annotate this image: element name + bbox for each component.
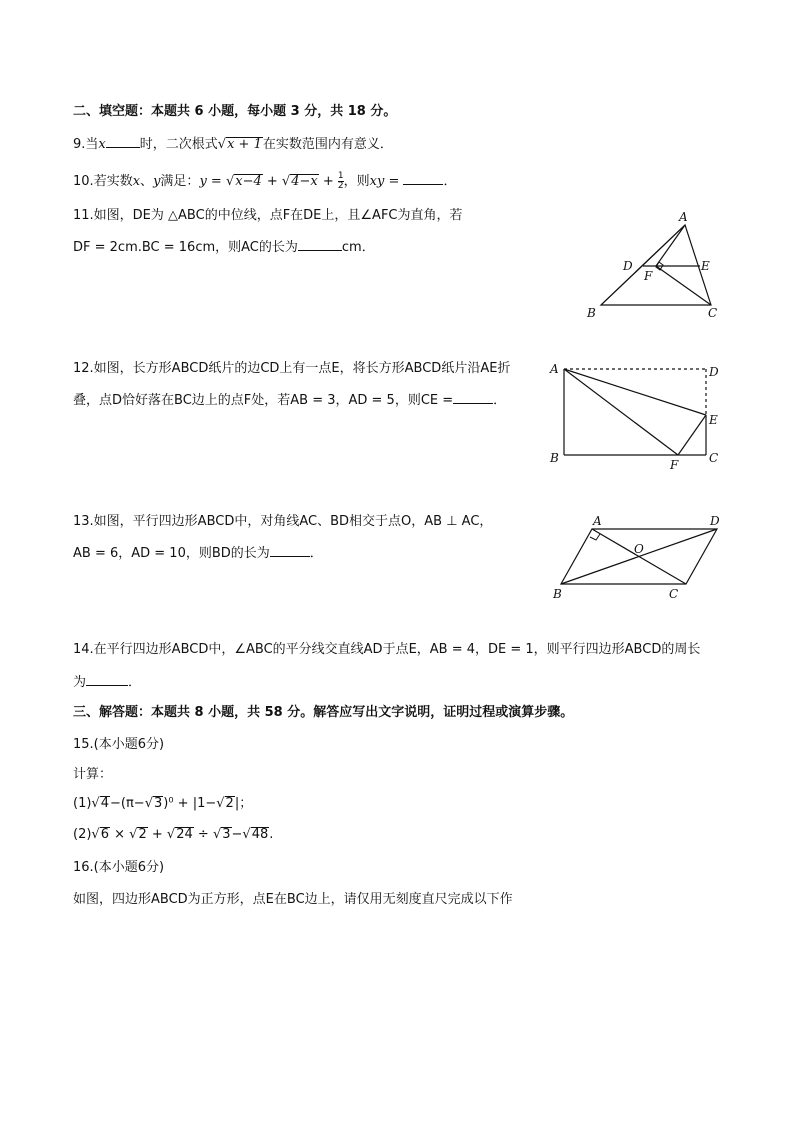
- fig11-label-E: E: [701, 259, 710, 273]
- question-9: 9.当x 时，二次根式√x + 1在实数范围内有意义．: [73, 137, 393, 152]
- question-15-part2: (2)√6 × √2 + √24 ÷ √3−√48.: [73, 827, 274, 842]
- fig12-label-D: D: [709, 365, 719, 379]
- question-10: 10.若实数x、y满足：y = √x−4 + √4−x + $\frac{1}{2}$ ，则xy = ．: [73, 171, 457, 191]
- question-12-line2: 叠，点D恰好落在BC边上的点F处，若AB = 3，AD = 5，则CE = ．: [73, 393, 507, 408]
- fraction-one-half: $\frac{1}{2}$: [337, 171, 344, 191]
- question-15-prompt: 计算：: [73, 767, 113, 782]
- fig11-label-D: D: [623, 259, 633, 273]
- fig12-label-B: B: [550, 451, 559, 465]
- question-16-title: 16.(本小题6分): [73, 860, 165, 875]
- fig12-label-C: C: [709, 451, 719, 465]
- fig12-label-F: F: [670, 458, 679, 472]
- fig12-label-E: E: [709, 413, 718, 427]
- question-16-text: 如图，四边形ABCD为正方形，点E在BC边上，请仅用无刻度直尺完成以下作: [73, 892, 513, 907]
- answer-blank-14[interactable]: [86, 673, 128, 686]
- fig13-label-O: O: [634, 542, 644, 556]
- fig13-label-D: D: [710, 514, 720, 528]
- question-11-line1: 11.如图，DE为 △ABC的中位线，点F在DE上，且∠AFC为直角，若: [73, 208, 463, 223]
- fig13-label-C: C: [669, 587, 679, 601]
- fig13-label-B: B: [553, 587, 562, 601]
- question-15-title: 15.(本小题6分): [73, 737, 165, 752]
- question-11-line2: DF = 2cm.BC = 16cm，则AC的长为 cm．: [73, 240, 375, 255]
- question-14-line2: 为 ．: [73, 675, 142, 690]
- fig11-label-F: F: [644, 269, 653, 283]
- fig11-label-C: C: [708, 306, 718, 320]
- question-14-line1: 14.在平行四边形ABCD中，∠ABC的平分线交直线AD于点E，AB = 4，DE = 1，则平行四边形ABCD的周长: [73, 642, 701, 657]
- fill-section-header: 二、填空题：本题共 6 小题，每小题 3 分，共 18 分。: [73, 104, 397, 119]
- question-15-part1: (1)√4−(π−√3)⁰ + |1−√2|；: [73, 796, 253, 811]
- answer-section-header: 三、解答题：本题共 8 小题，共 58 分。解答应写出文字说明，证明过程或演算步骤。: [73, 705, 574, 720]
- question-13-line2: AB = 6，AD = 10，则BD的长为 ．: [73, 546, 323, 561]
- fig11-label-A: A: [679, 210, 688, 224]
- fig12-label-A: A: [550, 362, 559, 376]
- question-13-line1: 13.如图，平行四边形ABCD中，对角线AC、BD相交于点O，AB ⊥ AC，: [73, 514, 493, 529]
- fig11-label-B: B: [587, 306, 596, 320]
- fig13-label-A: A: [593, 514, 602, 528]
- question-12-line1: 12.如图，长方形ABCD纸片的边CD上有一点E，将长方形ABCD纸片沿AE折: [73, 361, 511, 376]
